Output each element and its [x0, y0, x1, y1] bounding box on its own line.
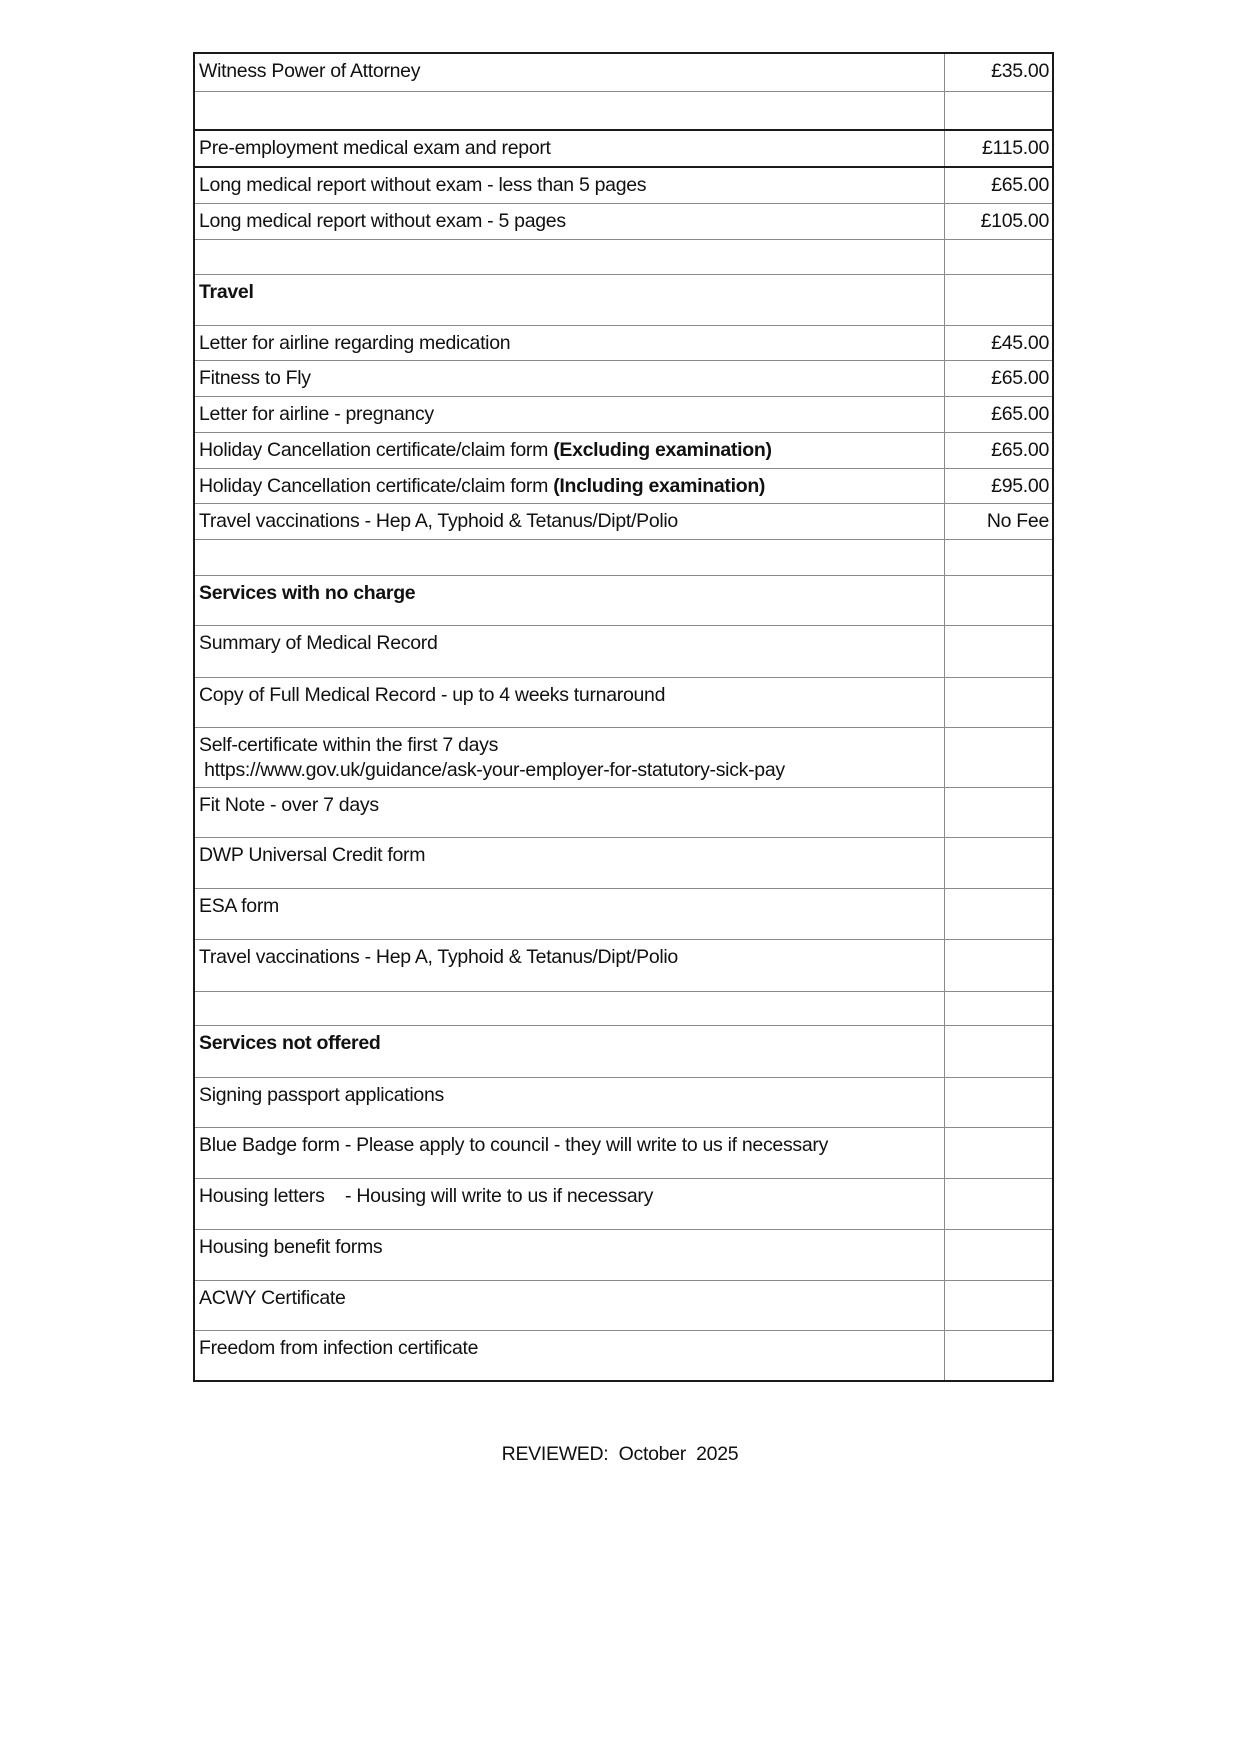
text: ACWY Certificate — [199, 1287, 346, 1309]
service-description — [195, 1281, 945, 1330]
section-title — [195, 1026, 945, 1077]
service-description — [195, 1331, 945, 1380]
fee-price — [945, 240, 1052, 274]
section-title — [195, 576, 945, 625]
text: Housing benefit forms — [199, 1236, 383, 1258]
reviewed-date: REVIEWED: October 2025 — [501, 1443, 739, 1465]
fee-row — [195, 625, 1052, 677]
service-description — [195, 838, 945, 888]
service-description — [195, 940, 945, 991]
fee-price — [945, 1128, 1052, 1178]
text: Fitness to Fly — [199, 367, 311, 389]
service-description — [195, 504, 945, 539]
service-description — [195, 1179, 945, 1229]
service-description — [195, 626, 945, 677]
service-description — [195, 992, 945, 1025]
fee-price — [945, 540, 1052, 575]
text: Letter for airline - pregnancy — [199, 403, 434, 425]
section-title — [195, 275, 945, 325]
text: Holiday Cancellation certificate/claim form — [199, 439, 554, 461]
fee-row — [195, 468, 1052, 503]
fee-price — [945, 576, 1052, 625]
text: Freedom from infection certificate — [199, 1337, 479, 1359]
fee-price: £115.00 — [982, 137, 1049, 159]
service-description — [195, 1128, 945, 1178]
service-description — [195, 168, 945, 203]
fee-row — [195, 1178, 1052, 1229]
service-description — [195, 54, 945, 91]
fee-row — [195, 396, 1052, 432]
service-description — [195, 788, 945, 837]
text: Blue Badge form - Please apply to council - they will write to us if necessary — [199, 1134, 829, 1156]
service-description — [195, 469, 945, 503]
fee-price — [945, 788, 1052, 837]
section-header-row — [195, 274, 1052, 325]
fee-price: £65.00 — [991, 403, 1049, 425]
fee-row — [195, 888, 1052, 939]
fee-table — [193, 52, 1054, 1382]
text: Signing passport applications — [199, 1084, 444, 1106]
service-description — [195, 678, 945, 727]
fee-row — [195, 54, 1052, 91]
fee-row — [195, 360, 1052, 396]
fee-price: £35.00 — [991, 60, 1049, 82]
fee-row — [195, 787, 1052, 837]
service-description — [195, 361, 945, 396]
fee-price — [945, 1179, 1052, 1229]
fee-price — [945, 1026, 1052, 1077]
fee-price: No Fee — [986, 510, 1049, 532]
service-description — [195, 92, 945, 129]
fee-price — [945, 838, 1052, 888]
bold-text: (Excluding examination) — [553, 439, 772, 461]
text: Long medical report without exam - less than 5 pages — [199, 174, 647, 196]
section-header-row — [195, 1025, 1052, 1077]
spacer-row — [195, 239, 1052, 274]
service-description — [195, 728, 945, 787]
bold-text: (Including examination) — [553, 475, 766, 497]
fee-price — [945, 992, 1052, 1025]
text: Copy of Full Medical Record - up to 4 weeks turnaround — [199, 684, 666, 706]
text: ESA form — [199, 895, 279, 917]
fee-price — [945, 940, 1052, 991]
text: Housing letters - Housing will write to us if necessary — [199, 1185, 654, 1207]
service-description — [195, 889, 945, 939]
bold-text: Travel — [199, 281, 254, 303]
text: Long medical report without exam - 5 pages — [199, 210, 566, 232]
text: Witness Power of Attorney — [199, 60, 421, 82]
service-description — [195, 204, 945, 239]
service-description — [195, 1230, 945, 1280]
fee-price — [945, 275, 1052, 325]
fee-price — [945, 626, 1052, 677]
fee-row — [195, 166, 1052, 203]
fee-row — [195, 325, 1052, 360]
text: Fit Note - over 7 days — [199, 794, 379, 816]
fee-row — [195, 1330, 1052, 1380]
text: Travel vaccinations - Hep A, Typhoid & Tetanus/Dipt/Polio — [199, 510, 678, 532]
fee-row — [195, 203, 1052, 239]
fee-row — [195, 939, 1052, 991]
fee-row — [195, 1229, 1052, 1280]
fee-row — [195, 1077, 1052, 1127]
fee-price: £65.00 — [991, 367, 1049, 389]
fee-price: £65.00 — [991, 439, 1049, 461]
fee-price: £105.00 — [980, 210, 1049, 232]
spacer-row — [195, 91, 1052, 129]
fee-row — [195, 677, 1052, 727]
fee-price — [945, 1078, 1052, 1127]
service-description — [195, 397, 945, 432]
service-description — [195, 240, 945, 274]
fee-row — [195, 727, 1052, 787]
service-description — [195, 131, 945, 166]
fee-price — [945, 1230, 1052, 1280]
fee-price — [945, 678, 1052, 727]
service-description — [195, 326, 945, 360]
spacer-row — [195, 539, 1052, 575]
fee-row — [195, 1127, 1052, 1178]
service-description — [195, 1078, 945, 1127]
fee-row — [195, 1280, 1052, 1330]
text: DWP Universal Credit form — [199, 844, 426, 866]
text: Letter for airline regarding medication — [199, 332, 511, 354]
text: Summary of Medical Record — [199, 632, 438, 654]
fee-price — [945, 889, 1052, 939]
bold-text: Services not offered — [199, 1032, 381, 1054]
fee-row — [195, 129, 1052, 166]
text: Holiday Cancellation certificate/claim form — [199, 475, 554, 497]
text: Travel vaccinations - Hep A, Typhoid & Tetanus/Dipt/Polio — [199, 946, 678, 968]
fee-row — [195, 503, 1052, 539]
fee-price — [945, 92, 1052, 129]
fee-price — [945, 1331, 1052, 1380]
fee-price — [945, 728, 1052, 787]
text: Pre-employment medical exam and report — [199, 137, 551, 159]
fee-price — [945, 1281, 1052, 1330]
fee-row — [195, 432, 1052, 468]
fee-price: £65.00 — [991, 174, 1049, 196]
bold-text: Services with no charge — [199, 582, 416, 604]
fee-price: £95.00 — [991, 475, 1049, 497]
fee-row — [195, 837, 1052, 888]
spacer-row — [195, 991, 1052, 1025]
section-header-row — [195, 575, 1052, 625]
service-description — [195, 540, 945, 575]
fee-price: £45.00 — [991, 332, 1049, 354]
text: Self-certificate within the first 7 days https://www.gov.uk/guidance/ask-your-employer-for-statutory-sick-pay — [199, 734, 785, 781]
service-description — [195, 433, 945, 468]
